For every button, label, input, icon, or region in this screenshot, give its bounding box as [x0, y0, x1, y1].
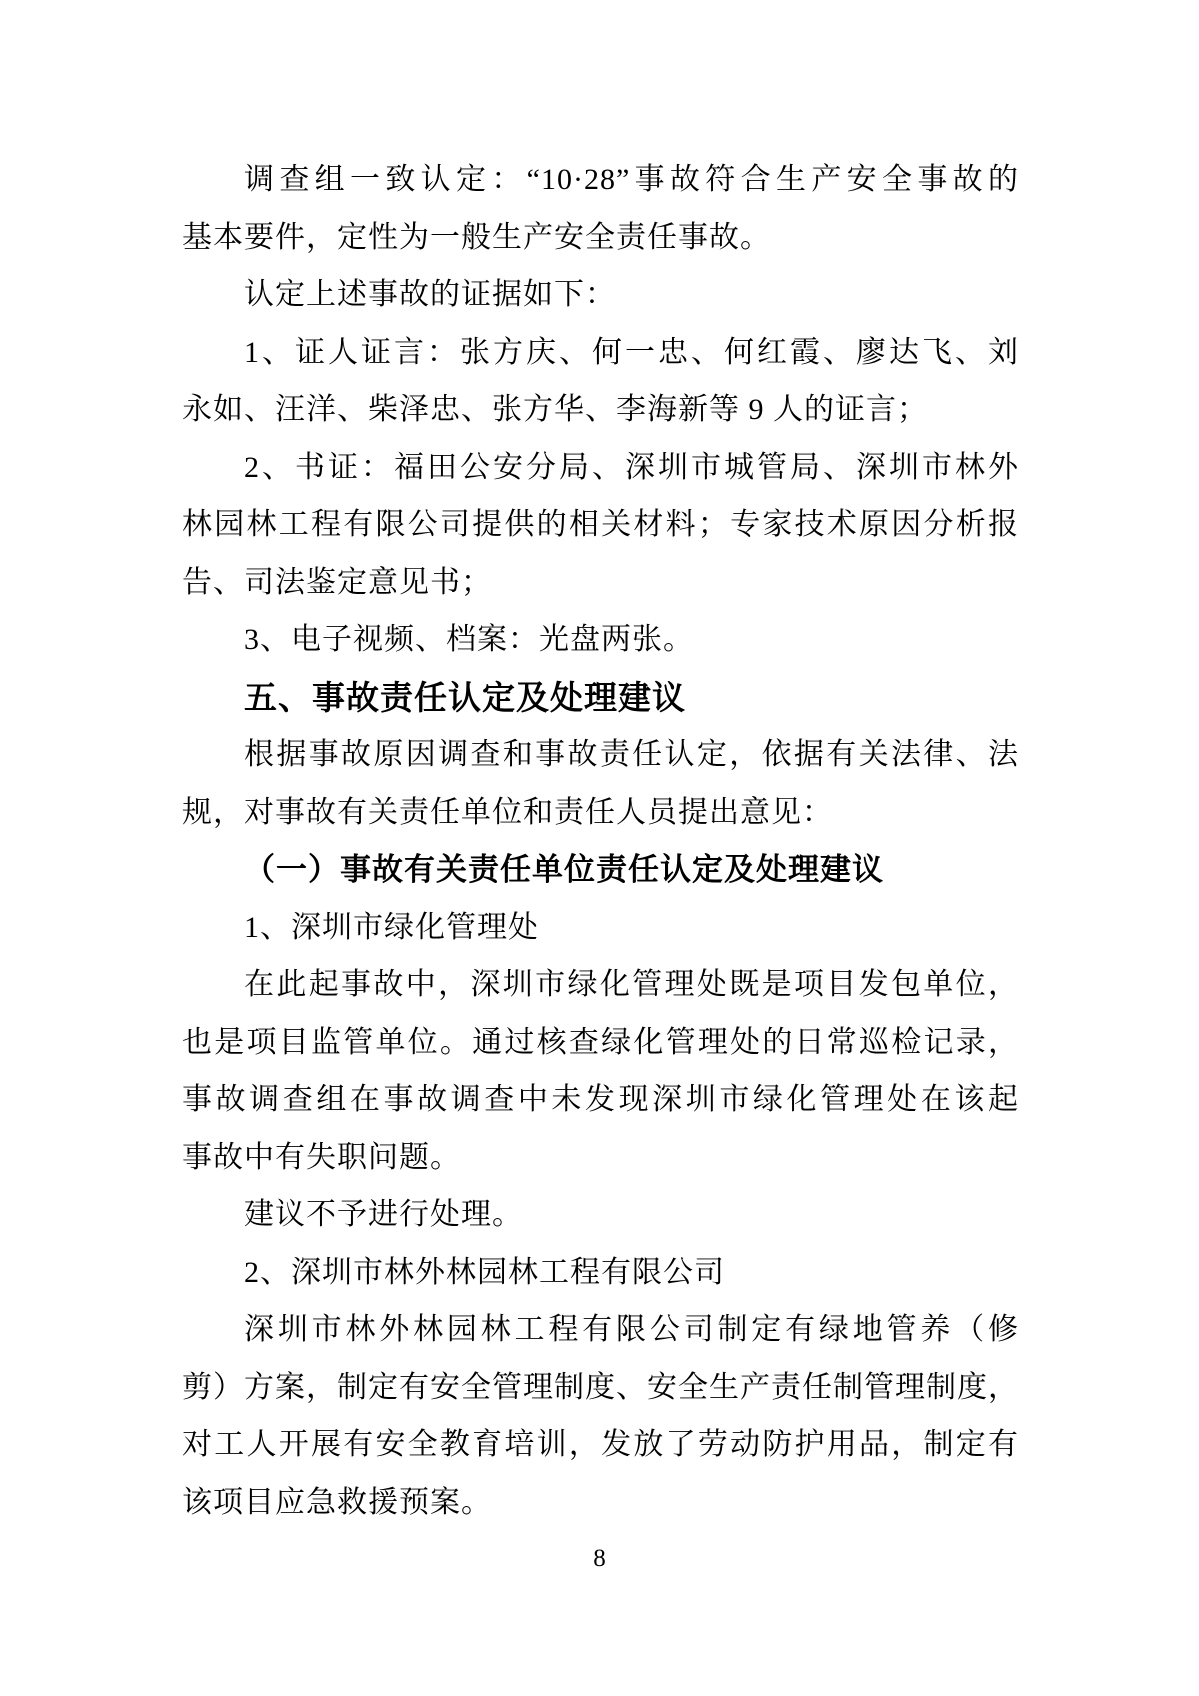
text-line: 对工人开展有安全教育培训，发放了劳动防护用品，制定有	[182, 1428, 1019, 1461]
text-line: 调查组一致认定：“10·28”事故符合生产安全事故的	[244, 163, 1019, 196]
text-line: 2、深圳市林外林园林工程有限公司	[244, 1255, 725, 1289]
text-line: 剪）方案，制定有安全管理制度、安全生产责任制管理制度，	[182, 1370, 1019, 1404]
text-line: 深圳市林外林园林工程有限公司制定有绿地管养（修	[244, 1313, 1019, 1346]
text-line: 1、证人证言：张方庆、何一忠、何红霞、廖达飞、刘	[244, 335, 1019, 369]
text-line: 3、电子视频、档案：光盘两张。	[244, 623, 694, 656]
text-line: 2、书证：福田公安分局、深圳市城管局、深圳市林外	[244, 450, 1019, 484]
page-number: 8	[593, 1545, 606, 1572]
text-line: 也是项目监管单位。通过核查绿化管理处的日常巡检记录，	[182, 1025, 1019, 1059]
text-line: 认定上述事故的证据如下：	[244, 278, 616, 311]
text-line: 建议不予进行处理。	[244, 1198, 523, 1231]
text-line: 在此起事故中，深圳市绿化管理处既是项目发包单位，	[244, 968, 1019, 1001]
text-line: （一）事故有关责任单位责任认定及处理建议	[244, 852, 884, 887]
text-line: 该项目应急救援预案。	[182, 1485, 492, 1519]
text-line: 根据事故原因调查和事故责任认定，依据有关法律、法	[244, 738, 1019, 771]
text-line: 永如、汪洋、柴泽忠、张方华、李海新等 9 人的证言；	[182, 393, 928, 426]
document-body	[182, 151, 1019, 1531]
text-line: 五、事故责任认定及处理建议	[244, 678, 686, 716]
text-line: 规，对事故有关责任单位和责任人员提出意见：	[182, 795, 833, 829]
text-line: 1、深圳市绿化管理处	[244, 910, 539, 944]
text-line: 告、司法鉴定意见书；	[182, 565, 492, 599]
text-line: 基本要件，定性为一般生产安全责任事故。	[182, 220, 771, 254]
text-line: 事故中有失职问题。	[182, 1140, 461, 1174]
text-line: 事故调查组在事故调查中未发现深圳市绿化管理处在该起	[182, 1083, 1019, 1116]
text-line: 林园林工程有限公司提供的相关材料；专家技术原因分析报	[182, 508, 1019, 541]
